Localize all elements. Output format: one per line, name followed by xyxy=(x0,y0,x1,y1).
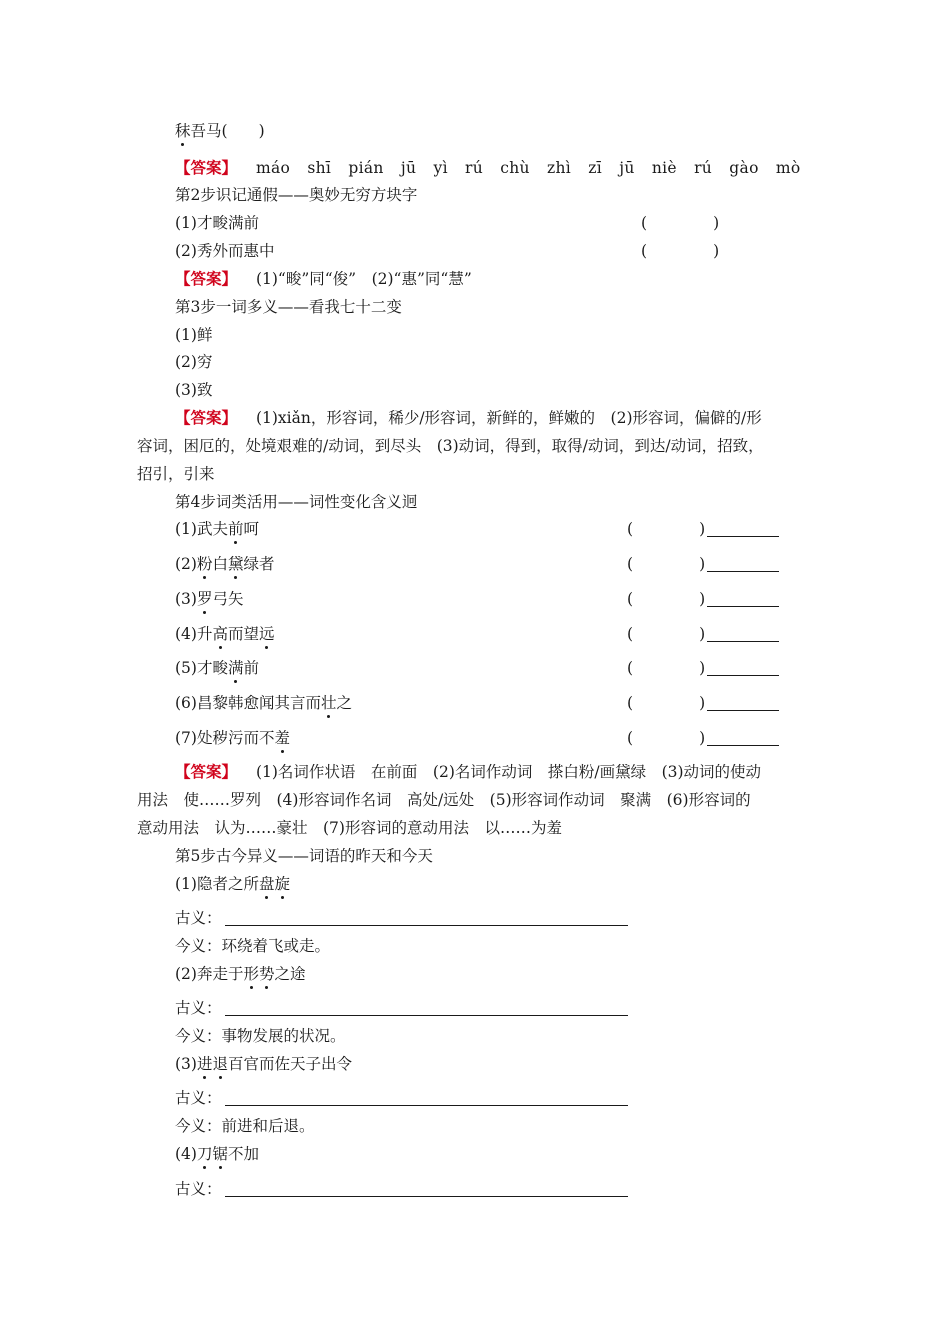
dotted-char: 高 xyxy=(212,625,228,643)
answer-blank-line[interactable] xyxy=(225,1196,628,1197)
step4-item-1: (1)武夫前呵 xyxy=(175,520,259,538)
dotted-char: 锯 xyxy=(212,1145,228,1163)
dotted-char: 羞 xyxy=(274,729,290,747)
dotted-char: 盘 xyxy=(258,875,275,893)
step5-gu-label-2: 古义： xyxy=(175,999,222,1017)
dotted-char: 形 xyxy=(243,965,259,983)
step5-gu-label-3: 古义： xyxy=(175,1089,222,1107)
step4-answer-line-3: 意动用法 认为……豪壮 (7)形容词的意动用法 以……为羞 xyxy=(137,819,562,837)
dotted-char: 秣 xyxy=(175,122,191,140)
step5-gu-label-4: 古义： xyxy=(175,1180,222,1198)
answer-tag: 【答案】 xyxy=(175,408,238,427)
step4-answer-line-1: 【答案】 (1)名词作状语 在前面 (2)名词作动词 搽白粉/画黛绿 (3)动词的使动 xyxy=(175,762,762,781)
step3-answer-line-1: 【答案】 (1)xiǎn，形容词，稀少/形容词，新鲜的，鲜嫩的 (2)形容词，偏僻的/形 xyxy=(175,408,762,427)
dotted-char: 势 xyxy=(258,965,275,983)
step4-item-3: (3)罗弓矢 xyxy=(175,590,244,608)
step4-item-5: (5)才畯满前 xyxy=(175,659,259,677)
answer-blank-line[interactable] xyxy=(225,925,628,926)
dotted-char: 退 xyxy=(212,1055,228,1073)
pinyin-answer: máo shī pián jū yì rú chù zhì zī jū niè rú gào mò xyxy=(255,159,801,177)
dotted-char: 远 xyxy=(259,625,275,643)
step2-title: 第2步识记通假——奥妙无穷方块字 xyxy=(175,186,418,204)
step5-jin-2: 今义：事物发展的状况。 xyxy=(175,1027,346,1045)
step5-item-1: (1)隐者之所盘旋 xyxy=(175,875,290,893)
step3-item-1: (1)鲜 xyxy=(175,326,213,344)
answer-tag: 【答案】 xyxy=(175,762,238,781)
dotted-char: 前 xyxy=(227,520,244,538)
answer-tag: 【答案】 xyxy=(175,269,238,288)
step2-paren-1: ( ) xyxy=(641,214,720,232)
step4-item-6: (6)昌黎韩愈闻其言而壮之 xyxy=(175,694,352,712)
step3-answer-line-2: 容词，困厄的，处境艰难的/动词，到尽头 (3)动词，得到，取得/动词，到达/动词，招致， xyxy=(137,437,764,455)
answer-tag: 【答案】 xyxy=(175,158,238,177)
step3-item-3: (3)致 xyxy=(175,381,213,399)
step2-item-1: (1)才畯满前 xyxy=(175,214,259,232)
step5-item-2: (2)奔走于形势之途 xyxy=(175,965,306,983)
step4-paren-1: ( ) xyxy=(627,519,779,539)
answer-blank-line[interactable] xyxy=(225,1105,628,1106)
dotted-char: 粉 xyxy=(196,555,213,573)
intro-line xyxy=(175,121,265,141)
step2-answer: (1)“畯”同“俊” (2)“惠”同“慧” xyxy=(255,270,472,288)
dotted-char: 进 xyxy=(196,1055,213,1073)
step5-jin-3: 今义：前进和后退。 xyxy=(175,1117,315,1135)
step2-item-2: (2)秀外而惠中 xyxy=(175,242,275,260)
intro-paren: ( ) xyxy=(221,122,265,140)
step3-answer-line-3: 招引，引来 xyxy=(137,465,215,483)
step5-title: 第5步古今异义——词语的昨天和今天 xyxy=(175,847,433,865)
step4-paren-7: ( ) xyxy=(627,728,779,748)
step5-item-3: (3)进退百官而佐天子出令 xyxy=(175,1055,353,1073)
step5-item-4: (4)刀锯不加 xyxy=(175,1145,260,1163)
step3-title: 第3步一词多义——看我七十二变 xyxy=(175,298,402,316)
step4-title: 第4步词类活用——词性变化含义迥 xyxy=(175,493,418,511)
step4-paren-6: ( ) xyxy=(627,693,779,713)
step2-paren-2: ( ) xyxy=(641,242,720,260)
answer-blank-line[interactable] xyxy=(225,1015,628,1016)
dotted-char: 刀 xyxy=(196,1145,213,1163)
dotted-char: 罗 xyxy=(196,590,213,608)
step4-paren-5: ( ) xyxy=(627,658,779,678)
step4-paren-3: ( ) xyxy=(627,589,779,609)
step5-jin-1: 今义：环绕着飞或走。 xyxy=(175,937,331,955)
step4-item-4: (4)升高而望远 xyxy=(175,625,275,643)
step4-item-7: (7)处秽污而不羞 xyxy=(175,729,290,747)
step4-answer-line-2: 用法 使……罗列 (4)形容词作名词 高处/远处 (5)形容词作动词 聚满 (6)形容词的 xyxy=(137,791,751,809)
pinyin-answer-line xyxy=(175,158,801,178)
dotted-char: 壮 xyxy=(320,694,337,712)
dotted-char: 旋 xyxy=(274,875,290,893)
step5-gu-label-1: 古义： xyxy=(175,909,222,927)
step2-answer-line xyxy=(175,269,472,289)
dotted-char: 黛 xyxy=(228,555,244,573)
step4-paren-2: ( ) xyxy=(627,554,779,574)
step3-item-2: (2)穷 xyxy=(175,353,213,371)
intro-text: 吾马 xyxy=(190,122,222,140)
dotted-char: 满 xyxy=(227,659,244,677)
step4-paren-4: ( ) xyxy=(627,624,779,644)
step4-item-2: (2)粉白黛绿者 xyxy=(175,555,275,573)
